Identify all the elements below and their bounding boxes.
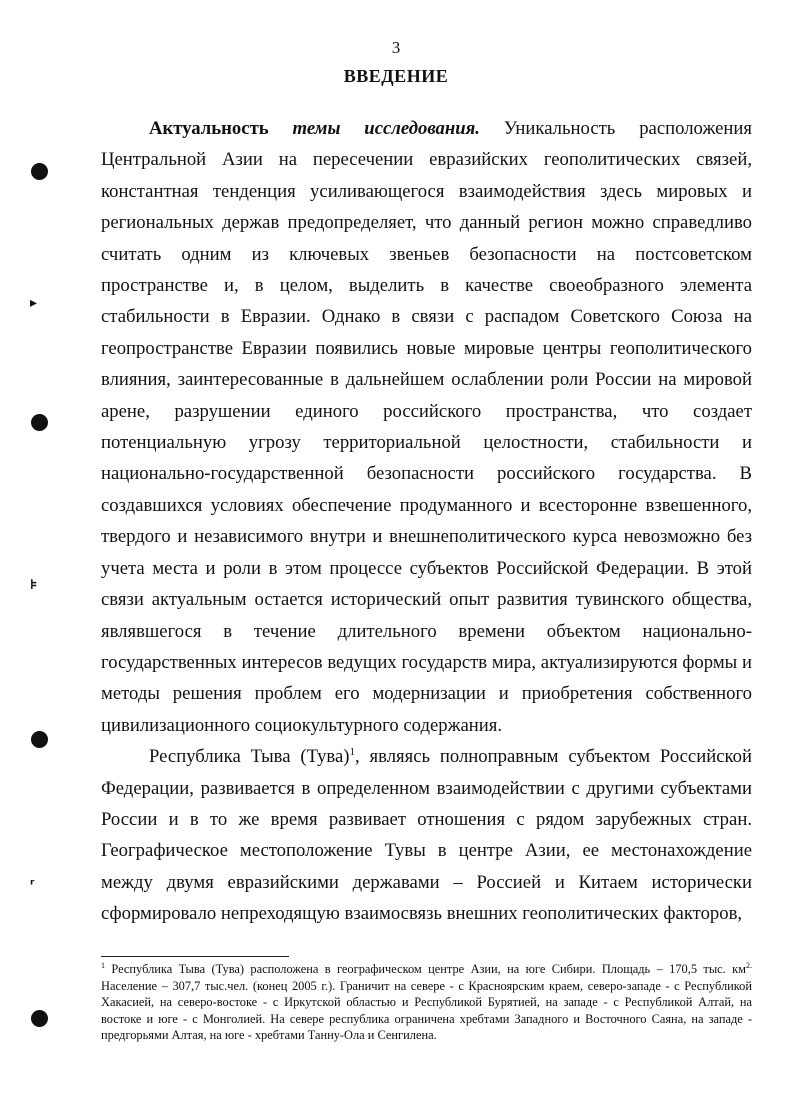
paragraph-relevance <box>101 113 752 741</box>
page-title: ВВЕДЕНИЕ <box>343 66 449 86</box>
lead-bold: Актуальность <box>149 118 293 139</box>
punch-hole-dot-1 <box>31 163 48 180</box>
footnote-text-part2: Население – 307,7 тыс.чел. (конец 2005 г.). Граничит на севере - с Красноярским краем, северо-западе - с Республикой Хакасией, на северо-востоке - с Иркутской областью и Республикой Бурятией, на западе - с Республикой Алтай, на востоке и юге - с Монголией. На севере республика ограничена хребтами Западного и Восточного Саяна, на западе - предгорьями Алтая, на юге - хребтами Танну-Ола и Сенгилена. <box>101 978 752 1043</box>
scan-mark-3: ʳ <box>30 877 35 893</box>
lead-italic: темы исследования. <box>292 118 480 139</box>
footnote <box>101 961 752 1044</box>
punch-hole-dot-2 <box>31 414 48 431</box>
footnote-superscript: 2. <box>746 960 752 970</box>
punch-hole-dot-3 <box>31 731 48 748</box>
scan-mark-1: ▸ <box>30 295 38 311</box>
paragraph-tuva <box>101 741 752 929</box>
paragraph-text-after-note: , являясь полноправным субъектом Российской Федерации, развивается в определенном взаимодействии с другими субъектами России и в то же время развивает отношения с рядом зарубежных стран. Географическое местоположение Тувы в центре Азии, ее местонахождение между двумя евразийскими державами – Россией и Китаем исторически сформировало непреходящую взаимосвязь внешних геополитических факторов, <box>101 746 752 925</box>
footnote-marker: 1 <box>101 960 105 970</box>
punch-hole-dot-4 <box>31 1010 48 1027</box>
footnote-text-part1: Республика Тыва (Тува) расположена в географическом центре Азии, на юге Сибири. Площадь – 170,5 тыс. км <box>105 962 746 976</box>
paragraph-text-before-note: Республика Тыва (Тува) <box>149 746 350 768</box>
footnote-reference[interactable]: 1 <box>349 745 356 758</box>
paragraph-text: Уникальность расположения Центральной Азии на пересечении евразийских геополитических связей, константная тенденция усиливающегося взаимодействия здесь мировых и региональных держав предопределяет, что данный регион можно справедливо считать одним из ключевых звеньев безопасности на постсоветском пространстве и, в целом, выделить в качестве своеобразного элемента стабильности в Евразии. Однако в связи с распадом Советского Союза на геопространстве Евразии появились новые мировые центры геополитического влияния, заинтересованные в дальнейшем ослаблении роли России на мировой арене, разрушении единого российского пространства, что создает потенциальную угрозу территориальной целостности, стабильности и национально-государственной безопасности российского государства. В создавшихся условиях обеспечение продуманного и всесторонне взвешенного, твердого и независимого внутри и внешнеполитического курса невозможно без учета места и роли в этом процессе субъектов Российской Федерации. В этой связи актуальным остается исторический опыт развития тувинского общества, являвшегося в течение длительного времени объектом национально-государственных интересов ведущих государств мира, актуализируются формы и методы решения проблем его модернизации и приобретения собственного цивилизационного социокультурного содержания. <box>101 118 752 736</box>
lead-heading <box>149 118 480 139</box>
footnote-divider <box>101 956 289 957</box>
page-number: 3 <box>391 38 401 57</box>
main-text <box>101 113 752 930</box>
scan-mark-2: ⊧ <box>30 577 38 593</box>
